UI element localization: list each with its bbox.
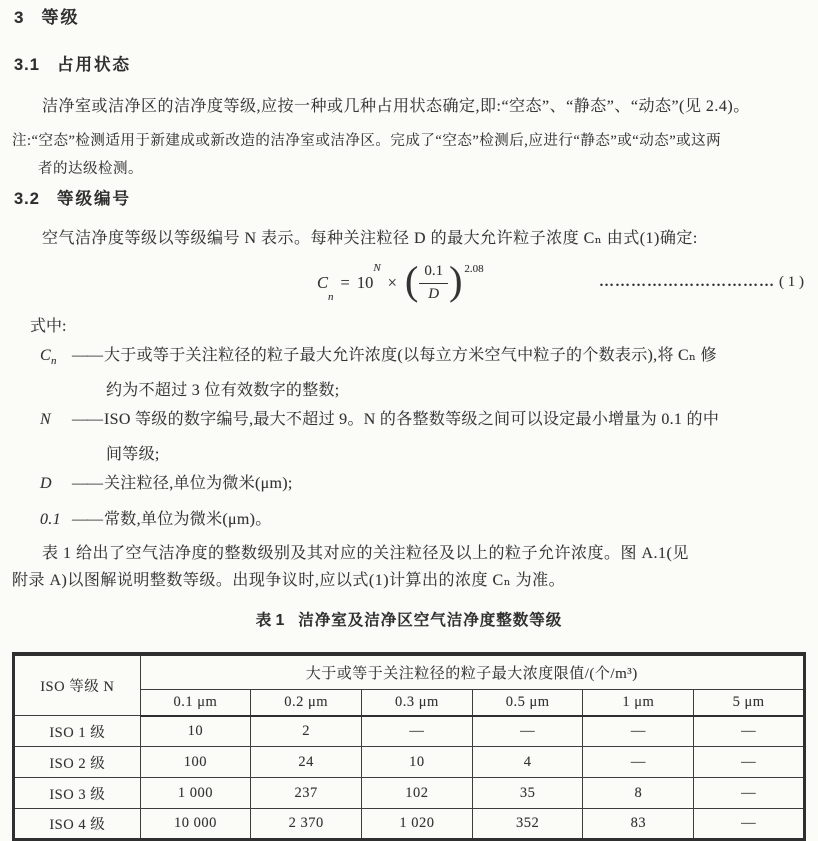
table-1-caption	[12, 608, 806, 630]
table-cell: 10	[362, 747, 473, 778]
definition-d-dash: ——	[72, 475, 102, 493]
table-cell: 83	[583, 809, 694, 840]
where-label: 式中:	[30, 318, 67, 335]
table-1-caption-title: 洁净室及洁净区空气洁净度整数等级	[298, 611, 563, 629]
eq-open-paren: (	[404, 258, 419, 303]
note-line-1	[12, 127, 806, 155]
table-cell: —	[694, 716, 805, 747]
table-cell: 1 000	[140, 778, 251, 809]
table-row-iso2	[14, 747, 805, 778]
row-label: ISO 1 级	[14, 716, 141, 747]
section-3-1-heading	[14, 55, 806, 76]
table-cell: —	[694, 747, 805, 778]
class-number-paragraph: 空气洁净度等级以等级编号 N 表示。每种关注粒径 D 的最大允许粒子浓度 Cₙ 由式(1)确定:	[42, 230, 698, 247]
definition-n-symbol: N	[40, 411, 51, 429]
table-cell: —	[583, 716, 694, 747]
row-label: ISO 3 级	[14, 778, 141, 809]
symbol-definitions	[12, 341, 806, 540]
table-row-iso1	[14, 716, 805, 747]
table-1-caption-label: 表 1	[255, 611, 285, 629]
definition-01-symbol: 0.1	[40, 510, 61, 528]
table-cell: 102	[362, 778, 473, 809]
definition-d	[12, 469, 806, 504]
definition-n-dash: ——	[72, 411, 102, 429]
size-header-01um: 0.1 μm	[140, 690, 251, 716]
table-row-iso4	[14, 809, 805, 840]
definition-cn-term	[40, 341, 72, 376]
note-line-2: 者的达级检测。	[38, 161, 143, 177]
note-label: 注:	[12, 133, 32, 149]
size-header-02um: 0.2 μm	[251, 690, 362, 716]
definition-d-text: 关注粒径,单位为微米(μm);	[104, 475, 293, 493]
definition-n	[12, 405, 806, 469]
concentration-limit-span-header: 大于或等于关注粒径的粒子最大浓度限值/(个/m³)	[140, 654, 804, 690]
definition-n-text: ISO 等级的数字编号,最大不超过 9。N 的各整数等级之间可以设定最小增量为 0.1 的中	[104, 411, 720, 429]
eq-outer-exponent: 2.08	[464, 263, 484, 275]
note-block	[12, 127, 806, 183]
table-cell: 8	[583, 778, 694, 809]
eq-times-sign: ×	[387, 273, 397, 292]
definition-d-symbol: D	[40, 475, 52, 493]
section-3-2-title: 等级编号	[56, 190, 131, 208]
definition-cn-subscript: n	[50, 355, 57, 368]
size-header-05um: 0.5 μm	[472, 690, 583, 716]
section-3-1-number: 3.1	[14, 56, 40, 74]
row-label: ISO 2 级	[14, 747, 141, 778]
section-3-number: 3	[14, 8, 25, 27]
table-cell: 1 020	[362, 809, 473, 840]
definition-n-term	[40, 405, 72, 440]
definition-cn-line-1	[12, 341, 806, 376]
definition-01	[12, 505, 806, 540]
eq-exponent-N: N	[373, 262, 381, 274]
definition-d-term	[40, 469, 72, 504]
definition-n-line-1	[12, 405, 806, 440]
iso-class-column-header: ISO 等级 N	[14, 654, 141, 716]
section-3-2-heading	[14, 189, 806, 210]
table-cell: —	[362, 716, 473, 747]
table-intro-line-2: 附录 A)以图解说明整数等级。出现争议时,应以式(1)计算出的浓度 Cₙ 为准。	[12, 571, 566, 589]
size-header-03um: 0.3 μm	[362, 690, 473, 716]
definition-cn	[12, 341, 806, 405]
size-header-5um: 5 μm	[694, 690, 805, 716]
table-cell: —	[694, 809, 805, 840]
definition-01-text: 常数,单位为微米(μm)。	[104, 510, 272, 528]
definition-01-term	[40, 505, 72, 540]
definition-cn-text: 大于或等于关注粒径的粒子最大允许浓度(以每立方米空气中粒子的个数表示),将 Cₙ 修	[104, 347, 717, 364]
table-cell: —	[694, 778, 805, 809]
eq-number-label: ( 1 )	[779, 274, 804, 290]
eq-dot-leader: ……………………………	[599, 274, 775, 290]
eq-close-paren: )	[449, 258, 463, 303]
definition-01-line-1	[12, 505, 806, 540]
eq-equals-sign: =	[340, 273, 350, 292]
note-text: “空态”检测适用于新建成或新改造的洁净室或洁净区。完成了“空态”检测后,应进行“静态”或“动态”或这两	[31, 133, 722, 149]
table-cell: 4	[472, 747, 583, 778]
table-cell: 35	[472, 778, 583, 809]
table-cell: 10 000	[140, 809, 251, 840]
table-intro-line-1: 表 1 给出了空气洁净度的整数级别及其对应的关注粒径及以上的粒子允许浓度。图 A.1(见	[42, 544, 689, 562]
definition-cn-dash: ——	[72, 347, 102, 364]
size-header-1um: 1 μm	[583, 690, 694, 716]
definition-d-line-1	[12, 469, 806, 504]
table-row-iso3	[14, 778, 805, 809]
table-cell: 24	[251, 747, 362, 778]
table-header-row-1	[14, 654, 805, 690]
eq-fraction	[419, 262, 448, 304]
definition-01-dash: ——	[72, 510, 102, 528]
eq-fraction-numerator: 0.1	[419, 262, 448, 284]
eq-base-10: 10	[356, 273, 374, 292]
eq-lhs-subscript: n	[328, 291, 334, 303]
table-cell: —	[472, 716, 583, 747]
section-3-heading	[14, 0, 806, 28]
table-cell: 352	[472, 809, 583, 840]
equation-1-body	[317, 258, 484, 305]
table-cell: 100	[140, 747, 251, 778]
table-cell: 237	[251, 778, 362, 809]
section-3-title: 等级	[41, 8, 80, 27]
table-cell: 2	[251, 716, 362, 747]
row-label: ISO 4 级	[14, 809, 141, 840]
definition-n-line-2: 间等级;	[106, 446, 160, 464]
table-cell: 2 370	[251, 809, 362, 840]
equation-1-leader	[599, 274, 804, 291]
occupancy-paragraph: 洁净室或洁净区的洁净度等级,应按一种或几种占用状态确定,即:“空态”、“静态”、“动态”(见 2.4)。	[42, 98, 750, 115]
equation-1	[12, 257, 806, 309]
table-intro-paragraph	[12, 540, 806, 594]
table-cell: —	[583, 747, 694, 778]
eq-lhs-symbol: C	[317, 273, 329, 292]
definition-cn-symbol: C	[40, 347, 51, 364]
section-3-2-number: 3.2	[14, 190, 40, 208]
definition-cn-line-2: 约为不超过 3 位有效数字的整数;	[106, 382, 340, 400]
section-3-1-title: 占用状态	[56, 56, 131, 74]
table-cell: 10	[140, 716, 251, 747]
eq-fraction-denominator: D	[428, 285, 440, 302]
